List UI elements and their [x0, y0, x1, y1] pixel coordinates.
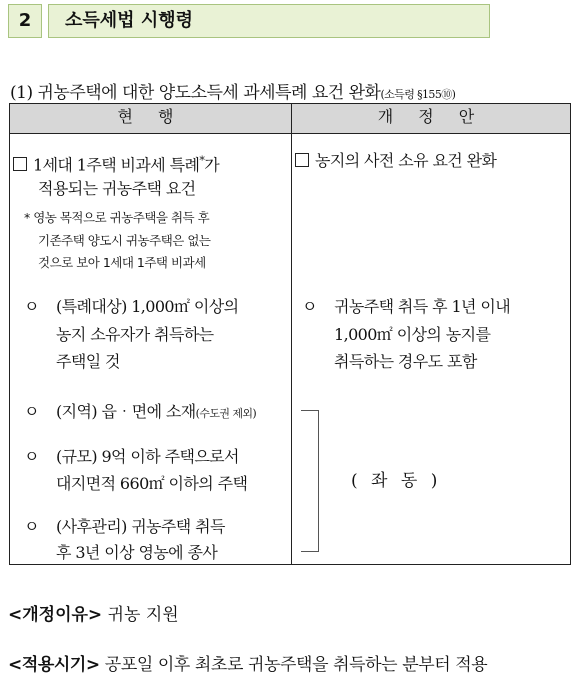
amendment-reason-text: 귀농 지원	[107, 605, 179, 625]
bullet-circle-icon: ㅇ	[302, 297, 317, 316]
same-as-left-label: ( 좌 동 )	[351, 471, 442, 491]
footnote-line-3: 것으로 보아 1세대 1주택 비과세	[38, 255, 206, 270]
current-bullet-3-text: (규모) 9억 이하 주택으로서	[56, 447, 239, 466]
comparison-table	[9, 103, 571, 565]
footnote-line-1: * 영농 목적으로 귀농주택을 취득 후	[24, 210, 210, 225]
current-bullet-3-line2: 대지면적 660㎡ 이하의 주택	[56, 474, 248, 493]
table-header	[10, 104, 570, 134]
footnote-mark: *	[199, 154, 205, 167]
section-header	[8, 4, 490, 38]
bullet-circle-icon: ㅇ	[24, 517, 39, 536]
current-bullet-3	[24, 444, 239, 470]
current-bullet-1-line3: 주택일 것	[56, 352, 120, 371]
bullet-circle-icon: ㅇ	[24, 297, 39, 316]
current-item-1	[13, 148, 219, 178]
proposed-bullet-1-line2: 1,000㎡ 이상의 농지를	[334, 325, 491, 344]
proposed-item-1	[295, 148, 496, 174]
current-item-1-text: 1세대 1주택 비과세 특례	[33, 155, 200, 175]
proposed-bullet-1	[302, 294, 510, 320]
amendment-reason	[8, 600, 179, 625]
section-number: 2	[8, 4, 42, 38]
column-header-current: 현 행	[117, 107, 184, 126]
current-bullet-2	[24, 399, 256, 427]
current-bullet-1	[24, 294, 238, 320]
column-header-proposed: 개 정 안	[377, 107, 485, 126]
column-divider	[291, 104, 292, 564]
bullet-circle-icon: ㅇ	[24, 447, 39, 466]
current-bullet-4-text: (사후관리) 귀농주택 취득	[56, 517, 225, 536]
effective-date	[8, 650, 487, 675]
current-bullet-1-line2: 농지 소유자가 취득하는	[56, 325, 214, 344]
current-bullet-4-line2: 후 3년 이상 영농에 종사	[56, 543, 218, 562]
checkbox-square-icon	[295, 153, 309, 167]
current-item-1-text-end: 가	[204, 155, 220, 175]
section-title: 소득세법 시행령	[48, 4, 490, 38]
subsection-title-text: (1) 귀농주택에 대한 양도소득세 과세특례 요건 완화	[10, 83, 381, 103]
effective-date-text: 공포일 이후 최초로 귀농주택을 취득하는 분부터 적용	[104, 655, 488, 675]
effective-date-label: <적용시기>	[8, 655, 100, 675]
current-bullet-1-text: (특례대상) 1,000㎡ 이상의	[56, 297, 239, 316]
subsection-title	[10, 78, 455, 103]
current-bullet-2-text: (지역) 읍‧면에 소재	[56, 402, 196, 421]
current-bullet-4	[24, 514, 225, 540]
proposed-item-1-text: 농지의 사전 소유 요건 완화	[315, 151, 497, 170]
same-as-left-bracket	[301, 410, 319, 552]
bullet-circle-icon: ㅇ	[24, 402, 39, 421]
proposed-bullet-1-line3: 취득하는 경우도 포함	[334, 352, 477, 371]
footnote-line-2: 기존주택 양도시 귀농주택은 없는	[38, 233, 211, 248]
proposed-bullet-1-text: 귀농주택 취득 후 1년 이내	[334, 297, 511, 316]
law-reference: (소득령 §155⑩)	[380, 88, 456, 101]
amendment-reason-label: <개정이유>	[8, 605, 103, 625]
current-bullet-2-note: (수도권 제외)	[195, 407, 257, 420]
current-item-1-line2: 적용되는 귀농주택 요건	[38, 179, 196, 198]
checkbox-square-icon	[13, 157, 27, 171]
